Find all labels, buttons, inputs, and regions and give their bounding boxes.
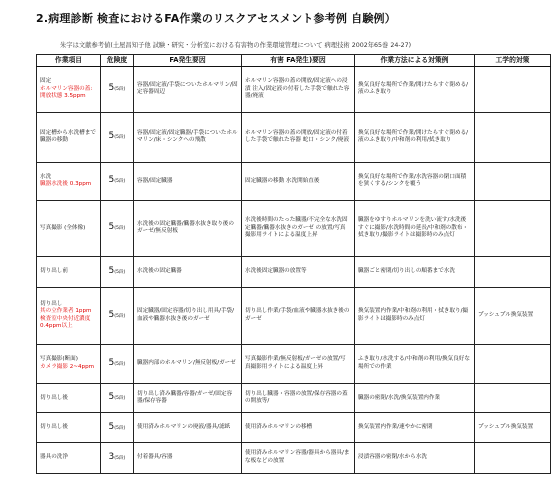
- table-row: [37, 413, 551, 442]
- cell-fa-cause: 使用済みホルマリンの移槽: [242, 413, 355, 442]
- header-method-measures: 作業方法による対策例: [355, 55, 475, 67]
- cell-fa-source: 容器/固定臓器: [134, 162, 242, 200]
- cell-engineering-measures: [475, 384, 551, 413]
- table-row: [37, 442, 551, 473]
- cell-engineering-measures: [475, 442, 551, 473]
- cell-method-measures: 換気良好な場所で作業/水洗容器の閉口面積を狭くする/シンクを覆う: [355, 162, 475, 200]
- cell-work-item: 切り出し 其の立作業者 1ppm検査室中央付近濃度 0.4ppm以上: [37, 288, 101, 344]
- cell-work-item: 切り出し前: [37, 256, 101, 287]
- document-title: 2.病理診断 検査におけるFA作業のリスクアセスメント参考例 自験例）: [36, 12, 396, 25]
- cell-fa-source: 切り出し済み臓器/容器/ガーゼ/固定容器/保存容器: [134, 384, 242, 413]
- cell-fa-source: 臓器内部のホルマリン/無反射板/ガーゼ: [134, 344, 242, 384]
- table-row: [37, 112, 551, 162]
- cell-risk-level: 5(5段): [101, 384, 134, 413]
- cell-fa-cause: 固定臓器の移動 水洗開始直後: [242, 162, 355, 200]
- cell-fa-cause: 水洗後時間のたった臓器/不完全な水洗固定臓器/臓器水抜きのガーゼ の放置/写真撮影用ライトによる温度上昇: [242, 200, 355, 256]
- cell-fa-cause: 水洗後固定臓器の放置等: [242, 256, 355, 287]
- cell-risk-level: 5(5段): [101, 200, 134, 256]
- cell-engineering-measures: プッシュプル換気装置: [475, 288, 551, 344]
- cell-fa-source: 固定臓器/固定容器/切り出し用具/手袋/血液や臓器水抜き後のガーゼ: [134, 288, 242, 344]
- cell-risk-level: 5(5段): [101, 413, 134, 442]
- reference-note: 朱字は文献参考値(土屋昌知子他 試験・研究・分析室における有害物の作業環境管理について 病理技術 2002年65巻 24-27): [60, 42, 412, 49]
- cell-method-measures: 換気装置内作業/速やかに密閉: [355, 413, 475, 442]
- cell-engineering-measures: [475, 162, 551, 200]
- cell-work-item: 水洗 臓器水洗後 0.3ppm: [37, 162, 101, 200]
- cell-risk-level: 5(5段): [101, 288, 134, 344]
- risk-assessment-table: [36, 54, 551, 474]
- header-fa-cause: 有害 FA発生)要因: [242, 55, 355, 67]
- cell-engineering-measures: プッシュプル換気装置: [475, 413, 551, 442]
- header-risk-level: 危険度: [101, 55, 134, 67]
- cell-fa-cause: 切り出し臓器・容器の放置/保存容器の蓋の開放等/: [242, 384, 355, 413]
- cell-fa-cause: 写真撮影作業/無反射板/ガーゼの放置/写真撮影用ライトによる温度上昇: [242, 344, 355, 384]
- measured-concentration: 其の立作業者 1ppm検査室中央付近濃度 0.4ppm以上: [40, 308, 92, 330]
- cell-engineering-measures: [475, 112, 551, 162]
- cell-work-item: 写真撮影(断面) カメラ撮影 2~4ppm: [37, 344, 101, 384]
- cell-method-measures: ふき取り/水洗する/中和剤の利用/換気良好な場所での作業: [355, 344, 475, 384]
- cell-method-measures: 臓器をゆすりホルマリンを洗い流す/水洗後すぐに撮影/水洗時間の延長/中和剤の散布・拭き取り/撮影ライトは撮影時のみ点灯: [355, 200, 475, 256]
- cell-fa-source: 容器/固定液/手袋についたホルマリン/固定容器周辺: [134, 66, 242, 112]
- cell-work-item: 固定 ホルマリン容器の蓋:開放状態 3.5ppm: [37, 66, 101, 112]
- table-row: [37, 200, 551, 256]
- cell-engineering-measures: [475, 66, 551, 112]
- cell-risk-level: 5(5段): [101, 66, 134, 112]
- cell-work-item: 写真撮影 (全体像): [37, 200, 101, 256]
- cell-method-measures: 換気良好な場所で作業/開けたらすぐ閉める/液のふき取り/中和剤の利用/拭き取り: [355, 112, 475, 162]
- cell-method-measures: 臓器ごと密閉/切り出しの順番まで水洗: [355, 256, 475, 287]
- cell-risk-level: 5(5段): [101, 344, 134, 384]
- header-work-item: 作業項目: [37, 55, 101, 67]
- table-row: [37, 384, 551, 413]
- cell-risk-level: 5(5段): [101, 256, 134, 287]
- cell-fa-source: 容器/固定液/固定臓器/手袋についたホルマリン/床・シンクへの飛散: [134, 112, 242, 162]
- table-row: [37, 288, 551, 344]
- cell-fa-source: 水洗後の固定臓器: [134, 256, 242, 287]
- table-row: [37, 256, 551, 287]
- cell-fa-cause: ホルマリン容器の蓋の開放/固定液の付着した手袋で触れた容器 蛇口・シンク/廃液: [242, 112, 355, 162]
- cell-fa-cause: ホルマリン容器の蓋の開放/固定液への浸漬 注入/固定液の付着した手袋で触れた容器/廃液: [242, 66, 355, 112]
- cell-work-item: 器具の洗浄: [37, 442, 101, 473]
- cell-engineering-measures: [475, 256, 551, 287]
- cell-risk-level: 5(5段): [101, 162, 134, 200]
- table-header-row: [37, 55, 551, 67]
- cell-method-measures: 臓器の密閉/水洗/換気装置内作業: [355, 384, 475, 413]
- cell-risk-level: 3(5段): [101, 442, 134, 473]
- measured-concentration: ホルマリン容器の蓋:開放状態 3.5ppm: [40, 85, 93, 100]
- header-fa-source: FA発生要因: [134, 55, 242, 67]
- cell-work-item: 切り出し後: [37, 413, 101, 442]
- table-row: [37, 162, 551, 200]
- cell-method-measures: 換気装置内作業/中和剤の利用・拭き取り/撮影ライトは撮影時のみ点灯: [355, 288, 475, 344]
- cell-work-item: 切り出し後: [37, 384, 101, 413]
- cell-engineering-measures: [475, 200, 551, 256]
- cell-fa-source: 付着器具/容器: [134, 442, 242, 473]
- cell-risk-level: 5(5段): [101, 112, 134, 162]
- cell-fa-cause: 切り出し作業/手袋/血液や臓器水抜き後のガーゼ: [242, 288, 355, 344]
- cell-fa-cause: 使用済みホルマリン容器/器具から器具/まな板などの放置: [242, 442, 355, 473]
- measured-concentration: カメラ撮影 2~4ppm: [40, 363, 95, 370]
- cell-engineering-measures: [475, 344, 551, 384]
- measured-concentration: 臓器水洗後 0.3ppm: [40, 181, 92, 188]
- cell-fa-source: 水洗後の固定臓器/臓器水抜き取り後のガーゼ/無反射板: [134, 200, 242, 256]
- cell-work-item: 固定槽から水洗槽まで臓器の移動: [37, 112, 101, 162]
- cell-method-measures: 浸漬容器の密閉/水から水洗: [355, 442, 475, 473]
- cell-method-measures: 換気良好な場所で作業/開けたらすぐ閉める/液のふき取り: [355, 66, 475, 112]
- table-row: [37, 344, 551, 384]
- header-engineering-measures: 工学的対策: [475, 55, 551, 67]
- table-row: [37, 66, 551, 112]
- cell-fa-source: 使用済みホルマリンの廃液/器具/滤紙: [134, 413, 242, 442]
